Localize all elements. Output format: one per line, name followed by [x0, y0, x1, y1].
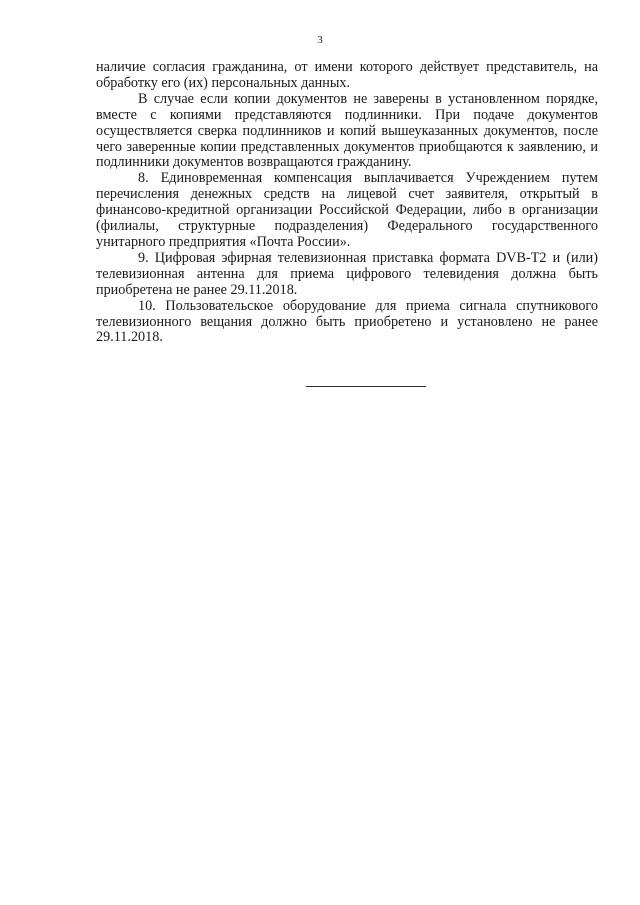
page-number: 3	[317, 34, 323, 46]
paragraph-item-8: 8. Единовременная компенсация выплачивается Учреждением путем перечисления денежных средств на лицевой счет заявителя, открытый в финансово-кредитной организации Российской Федерации, либо в организации (филиалы, структурные подразделения) Федерального государственного унитарного предприятия «Почта России».	[96, 170, 598, 250]
end-of-text-divider	[306, 386, 426, 387]
document-body	[96, 60, 598, 346]
paragraph-item-9: 9. Цифровая эфирная телевизионная приставка формата DVB-T2 и (или) телевизионная антенна для приема цифрового телевидения должна быть приобретена не ранее 29.11.2018.	[96, 249, 598, 298]
paragraph-item-10: 10. Пользовательское оборудование для приема сигнала спутникового телевизионного вещания должно быть приобретено и установлено не ранее 29.11.2018.	[96, 297, 598, 346]
paragraph-copies-verification: В случае если копии документов не заверены в установленном порядке, вместе с копиями представляются подлинники. При подаче документов осуществляется сверка подлинников и копий вышеуказанных документов, после чего заверенные копии представленных документов приобщаются к заявлению, и подлинники документов возвращаются гражданину.	[96, 90, 598, 171]
paragraph-continuation: наличие согласия гражданина, от имени которого действует представитель, на обработку его (их) персональных данных.	[96, 59, 598, 91]
